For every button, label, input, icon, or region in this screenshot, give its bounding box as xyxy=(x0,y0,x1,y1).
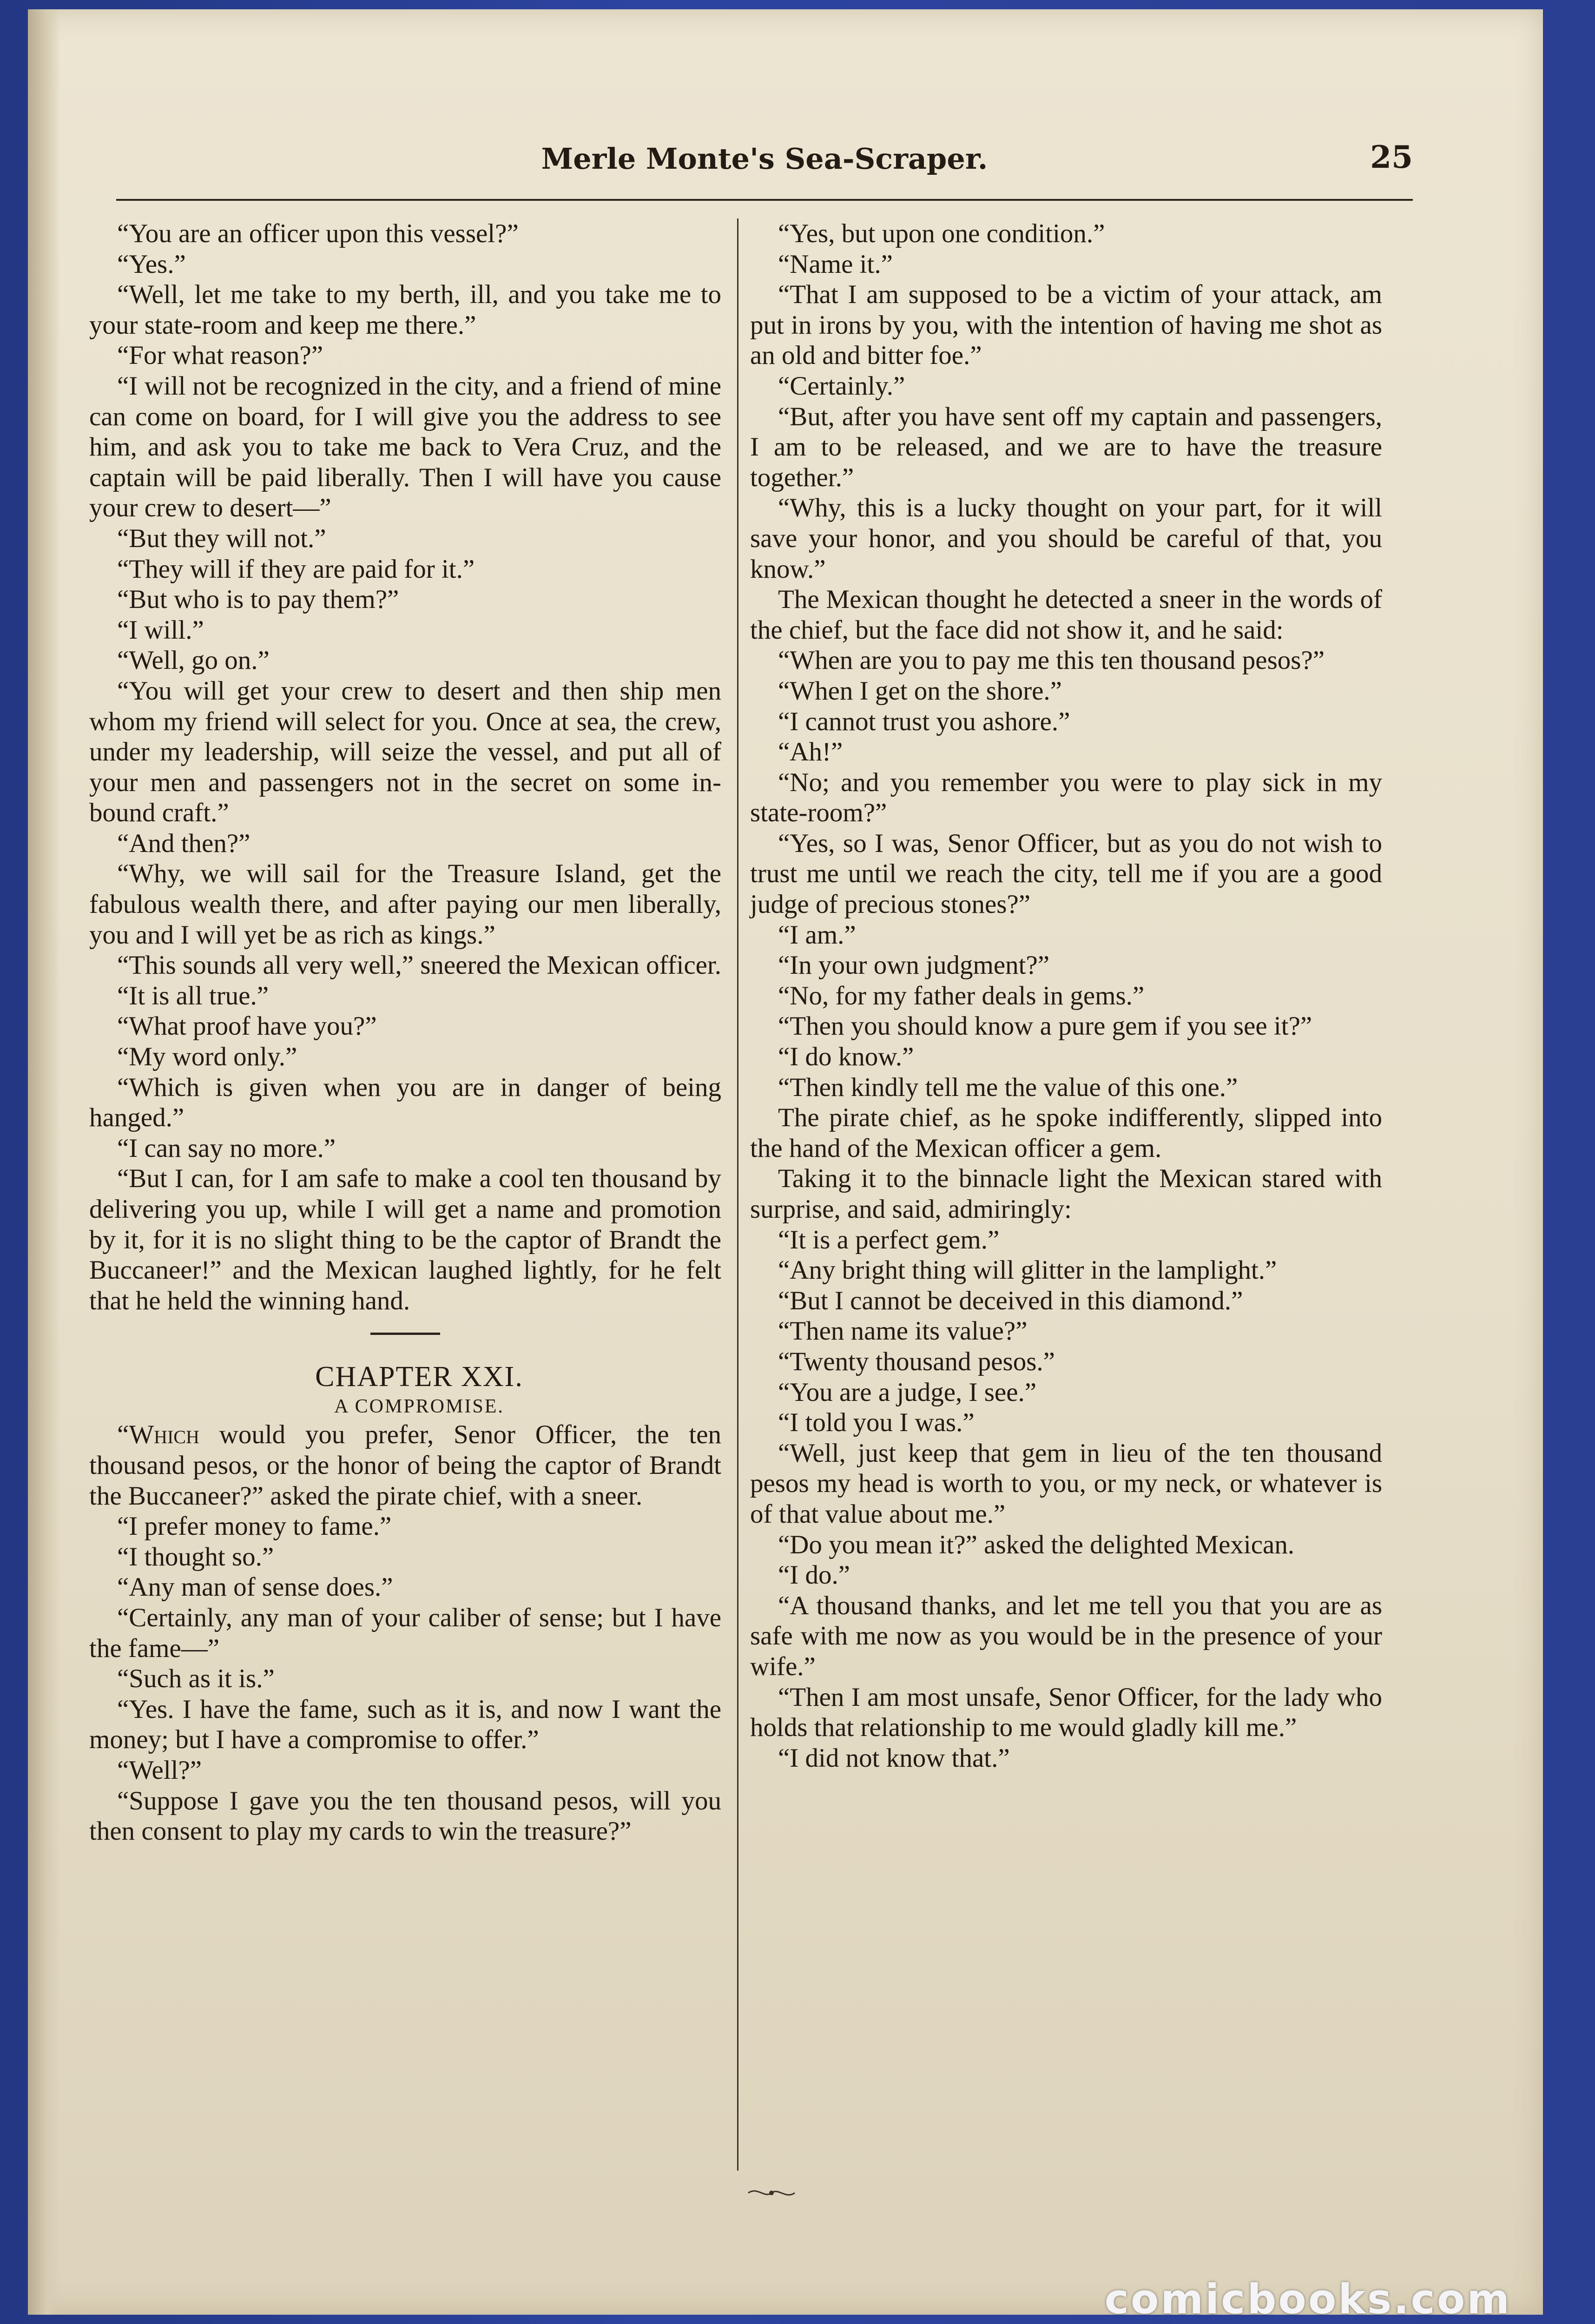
chapter-divider-rule xyxy=(370,1333,440,1335)
paragraph: “I prefer money to fame.” xyxy=(117,1512,392,1541)
paragraph: “In your own judgment?” xyxy=(778,951,1050,980)
end-ornament-icon xyxy=(746,2185,797,2201)
paragraph: “Then I am most unsafe, Senor Officer, for the lady who holds that relationship to me would gladly kill me.” xyxy=(750,1682,1382,1743)
paragraph: “And then?” xyxy=(117,828,250,858)
paragraph: “My word only.” xyxy=(117,1042,297,1072)
running-header xyxy=(116,137,1413,193)
paragraph: “Then name its value?” xyxy=(778,1316,1028,1346)
paragraph: “I can say no more.” xyxy=(117,1133,336,1163)
paragraph: “You will get your crew to desert and then ship men whom my friend will select for you. Once at sea, the crew, under my leadership, will seize the vessel, and put all of your men and passengers not in the secret on some in-bound craft.” xyxy=(89,676,721,828)
paragraph: “I will.” xyxy=(117,615,204,645)
paragraph: “I thought so.” xyxy=(117,1542,274,1571)
paragraph: “You are an officer upon this vessel?” xyxy=(117,219,519,248)
right-column xyxy=(750,218,1382,1773)
paragraph: “Suppose I gave you the ten thousand pesos, will you then consent to play my cards to win the treasure?” xyxy=(89,1786,721,1846)
paragraph: “A thousand thanks, and let me tell you that you are as safe with me now as you would be in the presence of your wife.” xyxy=(750,1591,1382,1681)
column-divider xyxy=(737,218,738,2171)
paragraph: “I told you I was.” xyxy=(778,1408,975,1438)
paragraph: “No, for my father deals in gems.” xyxy=(778,981,1145,1010)
paragraph: “Well, let me take to my berth, ill, and you take me to your state-room and keep me there.” xyxy=(89,280,721,340)
paragraph: “Do you mean it?” asked the delighted Mexican. xyxy=(778,1530,1295,1559)
paragraph: “Which is given when you are in danger of being hanged.” xyxy=(89,1072,721,1133)
paragraph: “But I can, for I am safe to make a cool ten thousand by delivering you up, while I will get a name and promotion by it, for it is no slight thing to be the captor of Brandt the Buccaneer!” and the Mexican laughed lightly, for he felt that he held the winning hand. xyxy=(89,1164,721,1315)
chapter-subtitle: A COMPROMISE. xyxy=(334,1396,504,1418)
paragraph: “But I cannot be deceived in this diamond.” xyxy=(778,1286,1243,1315)
paragraph: “Ah!” xyxy=(778,737,843,767)
paragraph: “Such as it is.” xyxy=(117,1664,275,1694)
paragraph: “For what reason?” xyxy=(117,341,323,370)
paragraph: “Why, we will sail for the Treasure Island, get the fabulous wealth there, and after paying our men liberally, you and I will yet be as rich as kings.” xyxy=(89,859,721,950)
paragraph: “I do know.” xyxy=(778,1042,914,1072)
paragraph: “Yes, but upon one condition.” xyxy=(778,219,1105,248)
paragraph: The Mexican thought he detected a sneer in the words of the chief, but the face did not show it, and he said: xyxy=(750,585,1382,645)
paragraph: “Name it.” xyxy=(778,249,893,279)
page-number: 25 xyxy=(1370,139,1413,175)
paragraph: “It is a perfect gem.” xyxy=(778,1225,1000,1254)
site-watermark: comicbooks.com xyxy=(1104,2275,1511,2323)
left-column xyxy=(89,218,721,1847)
paragraph: “Certainly.” xyxy=(778,371,905,401)
chapter-title: CHAPTER XXI. xyxy=(315,1361,523,1393)
paragraph: “Twenty thousand pesos.” xyxy=(778,1347,1055,1376)
paragraph: “But, after you have sent off my captain and passengers, I am to be released, and we are to have the treasure together.” xyxy=(750,402,1382,492)
paragraph: “Well?” xyxy=(117,1755,202,1785)
paragraph: “They will if they are paid for it.” xyxy=(117,554,475,584)
page-binding-shadow xyxy=(28,9,60,2315)
left-column-paragraphs-after xyxy=(89,1511,721,1847)
paragraph: Taking it to the binnacle light the Mexican stared with surprise, and said, admiringly: xyxy=(750,1164,1382,1224)
paragraph: “Yes.” xyxy=(117,249,186,279)
paragraph: “This sounds all very well,” sneered the Mexican officer. xyxy=(117,951,722,980)
paragraph: “Certainly, any man of your caliber of sense; but I have the fame—” xyxy=(89,1603,721,1663)
paragraph: “That I am supposed to be a victim of your attack, am put in irons by you, with the intention of having me shot as an old and bitter foe.” xyxy=(750,280,1382,370)
paragraph: “But they will not.” xyxy=(117,523,326,553)
left-column-paragraphs xyxy=(89,218,721,1316)
paragraph: “Then you should know a pure gem if you see it?” xyxy=(778,1011,1312,1041)
paragraph: “I will not be recognized in the city, and a friend of mine can come on board, for I will give you the address to see him, and ask you to take me back to Vera Cruz, and the captain will be paid liberally. Then I will have you cause your crew to desert—” xyxy=(89,371,721,523)
paragraph: “When are you to pay me this ten thousand pesos?” xyxy=(778,646,1325,675)
paragraph: “When I get on the shore.” xyxy=(778,676,1062,706)
paragraph: “But who is to pay them?” xyxy=(117,585,399,614)
paragraph: “I do.” xyxy=(778,1560,850,1590)
paragraph: “No; and you remember you were to play sick in my state-room?” xyxy=(750,767,1382,828)
paragraph: “Yes. I have the fame, such as it is, and now I want the money; but I have a compromise to offer.” xyxy=(89,1694,721,1755)
paragraph: “Yes, so I was, Senor Officer, but as you do not wish to trust me until we reach the city, tell me if you are a good judge of precious stones?” xyxy=(750,828,1382,919)
chapter-opening-word: Which xyxy=(129,1420,199,1450)
paragraph: “Well, go on.” xyxy=(117,646,270,675)
paragraph: “Well, just keep that gem in lieu of the ten thousand pesos my head is worth to you, or my neck, or whatever is of that value about me.” xyxy=(750,1438,1382,1529)
running-title: Merle Monte's Sea-Scraper. xyxy=(541,142,988,176)
paragraph: “I did not know that.” xyxy=(778,1743,1010,1773)
right-column-paragraphs xyxy=(750,218,1382,1773)
paragraph: The pirate chief, as he spoke indifferently, slipped into the hand of the Mexican officer a gem. xyxy=(750,1103,1382,1163)
paragraph: “Any man of sense does.” xyxy=(117,1572,393,1602)
chapter-opening-text: would you prefer, Senor Officer, the ten thousand pesos, or the honor of being the captor of Brandt the Buccaneer?” asked the pirate chief, with a sneer. xyxy=(89,1420,721,1511)
paragraph: “Then kindly tell me the value of this one.” xyxy=(778,1072,1238,1102)
paragraph: “It is all true.” xyxy=(117,981,269,1010)
chapter-opening-paragraph: “Which would you prefer, Senor Officer, the ten thousand pesos, or the honor of being the captor of Brandt the Buccaneer?” asked the pirate chief, with a sneer. xyxy=(89,1420,721,1511)
paragraph: “I am.” xyxy=(778,920,856,950)
paragraph: “I cannot trust you ashore.” xyxy=(778,706,1070,736)
header-rule xyxy=(116,199,1413,201)
paragraph: “You are a judge, I see.” xyxy=(778,1377,1037,1407)
paragraph: “What proof have you?” xyxy=(117,1011,377,1041)
paragraph: “Why, this is a lucky thought on your part, for it will save your honor, and you should be careful of that, you know.” xyxy=(750,493,1382,584)
paragraph: “Any bright thing will glitter in the lamplight.” xyxy=(778,1255,1277,1285)
